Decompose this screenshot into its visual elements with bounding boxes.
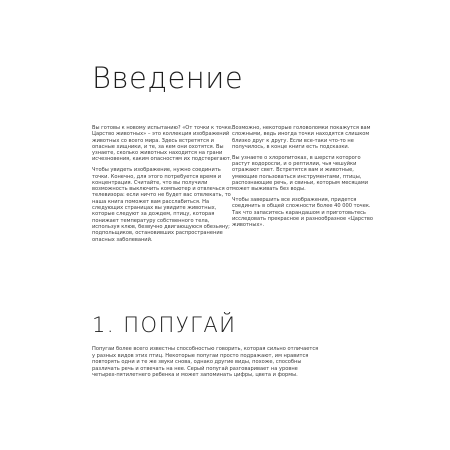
intro-title: Введение	[92, 61, 244, 95]
section-paragraph: Попугаи более всего известны способностью говорить, которая сильно отличается у разных видов этих птиц. Некоторые попугаи просто подражают, им нравится повторять одни и те же звуки снова, однако другие виды, похоже, способны различать речь и отвечать на нее. Серый попугай разговаривает на уровне четырех-пятилетнего ребенка и может запоминать цифры, цвета и формы.	[92, 346, 319, 379]
intro-paragraph: Возможно, некоторые головоломки покажутся вам сложными, ведь иногда точки находятся слишком близко друг к другу. Если все-таки что-то не получилось, в конце книги есть подсказки.	[232, 125, 371, 150]
intro-paragraph: Вы узнаете о хлоропитоках, в шерсти которого растут водоросли, и о рептилии, чья чешуйки отражают свет. Встретятся вам и животные, умеющие пользоваться инструментами, птицы, распознающие речь, и свиньи, которым месяцами может выживать без воды.	[232, 154, 369, 193]
section-title: 1. ПОПУГАЙ	[92, 313, 237, 337]
intro-left-column	[92, 125, 235, 247]
intro-paragraph: Вы готовы к новому испытанию? «От точки к точке. Царство животных» – это коллекция изображений животных со всего мира. Здесь встретятся и опасные хищники, и те, за кем они охотятся. Вы узнаете, сколько животных находится на грани исчезновения, каким опасностям их подстерегают.	[92, 125, 233, 163]
intro-right-column	[232, 125, 378, 233]
section-body	[92, 346, 322, 379]
intro-paragraph: Чтобы увидеть изображение, нужно соединить точки. Конечно, для этого потребуется время и концентрация. Считайте, что вы получили возможность выключить компьютер и отвлечься от телевизора: если ничто не будет вас отвлекать, то наша книга поможет вам расслабиться. На следующих страницах вы увидите животных, которые следуют за дождем, птицу, которая понижает температуру собственного тела, используя клюв, безвучно двигающуюся обезьяну; подпольщиков, остановивших распространение опасных заболеваний.	[92, 167, 233, 243]
intro-paragraph: Чтобы завершить все изображения, придется соединить в общей сложности более 40 000 точек. Так что запаситесь карандашом и приготовьтесь исследовать прекрасное и разнообразное «Царство животных».	[232, 196, 374, 229]
